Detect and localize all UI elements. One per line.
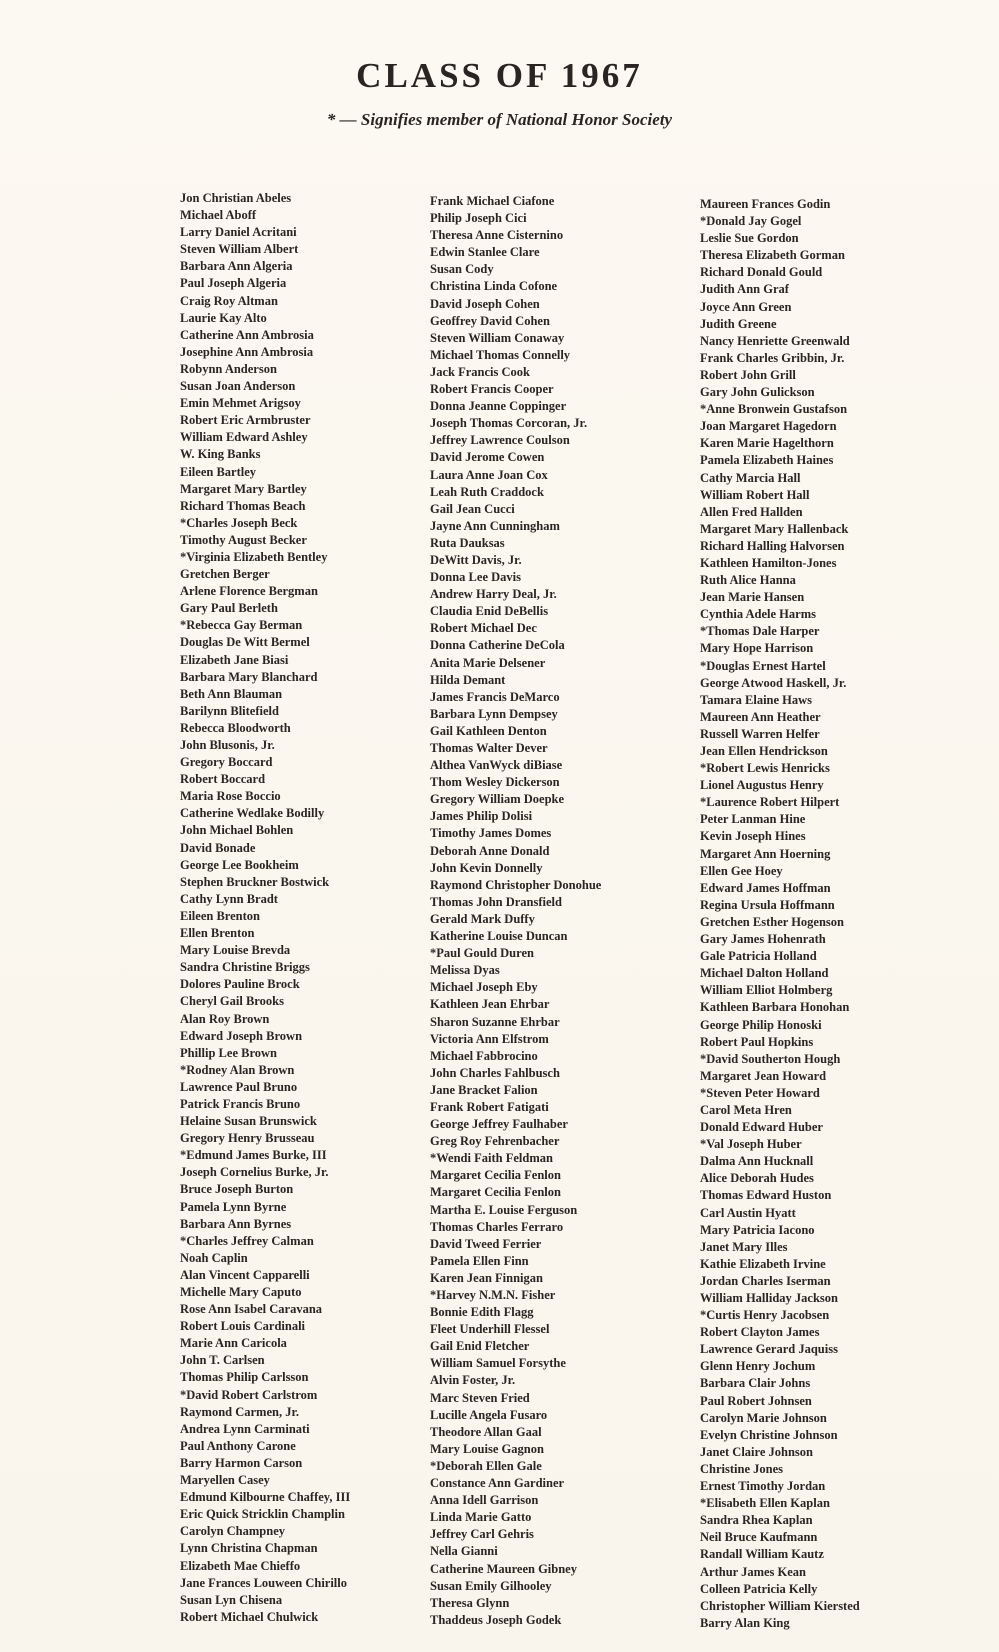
graduate-name: John T. Carlsen [180,1353,265,1368]
graduate-name: James Philip Dolisi [430,809,533,824]
graduate-name: Gail Enid Fletcher [430,1339,530,1354]
graduate-name: Sandra Christine Briggs [180,960,310,975]
graduate-name: Anita Marie Delsener [430,655,546,670]
graduate-name: Maria Rose Boccio [180,789,281,804]
graduate-name: Pamela Lynn Byrne [180,1199,287,1214]
graduate-name: Mary Hope Harrison [700,641,814,656]
graduate-name: Christopher William Kiersted [700,1598,860,1613]
graduate-name: Joan Margaret Hagedorn [700,419,837,434]
graduate-name: Jean Ellen Hendrickson [700,744,828,758]
graduate-name: *Robert Lewis Henricks [700,761,830,776]
graduate-name: Melissa Dyas [430,963,500,978]
graduate-name: Eileen Brenton [180,908,260,923]
graduate-name: Robert Clayton James [700,1325,820,1340]
graduate-name: Emin Mehmet Arigsoy [180,396,301,411]
graduate-name: Michael Fabbrocino [430,1048,538,1063]
graduate-name: Craig Roy Altman [180,293,278,308]
graduate-name: Robert Michael Dec [430,621,537,636]
graduate-name: *Virginia Elizabeth Bentley [180,549,328,564]
graduate-name: Donna Lee Davis [430,570,521,585]
graduate-name: Margaret Mary Hallenback [700,521,849,536]
graduate-name: Laurie Kay Alto [180,310,267,325]
graduate-name: Thomas Walter Dever [430,741,548,755]
graduate-name: Richard Halling Halvorsen [700,538,845,553]
graduate-name: Rebecca Bloodworth [180,720,291,735]
graduate-name: Andrea Lynn Carminati [180,1421,310,1436]
graduate-name: George Lee Bookheim [180,857,299,872]
graduate-name: Donald Edward Huber [700,1120,823,1135]
graduate-name: Evelyn Christine Johnson [700,1427,838,1442]
graduate-name: Katherine Louise Duncan [430,929,568,944]
graduate-name: Jean Marie Hansen [700,590,805,605]
graduate-name: *Donald Jay Gogel [700,214,802,229]
graduate-name: Carol Meta Hren [700,1102,792,1117]
graduate-name: Thomas Charles Ferraro [430,1219,564,1234]
graduate-name: Cheryl Gail Brooks [180,994,284,1009]
graduate-name: Jayne Ann Cunningham [430,518,560,533]
graduate-name: Jane Frances Louween Chirillo [180,1575,348,1590]
graduate-name: George Philip Honoski [700,1017,822,1032]
graduate-name: David Bonade [180,840,256,855]
graduate-name: *Thomas Dale Harper [700,624,820,639]
graduate-name: William Robert Hall [700,487,810,502]
graduate-name: Colleen Patricia Kelly [700,1581,818,1596]
graduate-name: Gail Kathleen Denton [430,723,547,738]
page-title: CLASS OF 1967 [356,56,643,95]
graduate-name: Robert Michael Chulwick [180,1609,319,1624]
graduate-name: Althea VanWyck diBiase [430,758,563,773]
graduate-name: Arlene Florence Bergman [180,584,318,599]
graduate-name: Maureen Frances Godin [700,197,831,211]
graduate-name: William Elliot Holmberg [700,983,833,998]
graduate-name: Susan Emily Gilhooley [430,1578,552,1593]
graduate-name: Donna Jeanne Coppinger [430,399,567,414]
graduate-name: Timothy James Domes [430,826,552,841]
graduate-name: *David Southerton Hough [700,1051,841,1066]
graduate-name: Lawrence Gerard Jaquiss [700,1342,838,1357]
graduate-name: Marc Steven Fried [430,1390,530,1405]
graduate-name: Greg Roy Fehrenbacher [430,1134,560,1149]
graduate-name: Gregory Henry Brusseau [180,1131,315,1146]
graduate-name: Thom Wesley Dickerson [430,775,560,790]
graduate-name: Eric Quick Stricklin Champlin [180,1507,345,1522]
graduate-name: Barbara Mary Blanchard [180,669,318,684]
graduate-name: Ruta Dauksas [430,535,505,550]
graduate-name: Anna Idell Garrison [430,1493,539,1508]
graduate-name: Michael Dalton Holland [700,966,829,981]
graduate-name: Tamara Elaine Haws [700,692,813,707]
graduate-name: Edward Joseph Brown [180,1028,303,1043]
graduate-name: Judith Greene [700,316,777,331]
graduate-name: Gerald Mark Duffy [430,911,535,926]
graduate-name: Constance Ann Gardiner [430,1476,565,1491]
graduate-name: Paul Anthony Carone [180,1438,296,1453]
graduate-name: Margaret Jean Howard [700,1068,827,1083]
graduate-name: Susan Joan Anderson [180,379,296,394]
graduate-name: Maryellen Casey [180,1473,270,1488]
honor-society-legend: * — Signifies member of National Honor Society [326,110,673,129]
graduate-name: Regina Ursula Hoffmann [700,897,835,912]
graduate-name: Margaret Ann Hoerning [700,846,831,861]
graduate-name: Pamela Ellen Finn [430,1253,529,1268]
graduate-name: *Rodney Alan Brown [180,1062,295,1077]
graduate-name: Cynthia Adele Harms [700,607,816,622]
graduate-name: *Wendi Faith Feldman [430,1151,553,1166]
graduate-name: Mary Patricia Iacono [700,1222,815,1237]
graduate-name: Bonnie Edith Flagg [430,1305,534,1320]
graduate-name: Nella Gianni [430,1544,498,1559]
graduate-name: George Atwood Haskell, Jr. [700,675,847,690]
graduate-name: Robert Louis Cardinali [180,1319,306,1334]
graduate-name: Mary Louise Brevda [180,943,291,958]
name-column-1 [180,190,350,1626]
graduate-name: Steven William Conaway [430,330,565,345]
graduate-name: William Edward Ashley [180,430,308,445]
graduate-name: Arthur James Kean [700,1564,807,1579]
graduate-name: Allen Fred Hallden [700,504,803,519]
graduate-name: Paul Joseph Algeria [180,276,287,291]
graduate-name: Jordan Charles Iserman [700,1273,831,1288]
graduate-name: David Joseph Cohen [430,296,540,311]
name-column-2 [430,193,601,1629]
graduate-name: Judith Ann Graf [700,282,789,297]
graduate-name: Marie Ann Caricola [180,1336,287,1351]
graduate-name: Carl Austin Hyatt [700,1205,796,1220]
graduate-name: Jack Francis Cook [430,364,530,379]
graduate-name: Ernest Timothy Jordan [700,1479,826,1494]
graduate-name: Robert Eric Armbruster [180,413,311,428]
graduate-name: Margaret Cecilia Fenlon [430,1168,561,1183]
graduate-name: James Francis DeMarco [430,689,560,704]
graduate-name: Gary John Gulickson [700,385,815,400]
graduate-name: Eileen Bartley [180,464,257,479]
graduate-name: *Paul Gould Duren [430,946,534,961]
graduate-name: Douglas De Witt Bermel [180,635,310,650]
graduate-name: Sandra Rhea Kaplan [700,1513,813,1528]
graduate-name: Linda Marie Gatto [430,1510,532,1525]
graduate-name: Jeffrey Lawrence Coulson [430,433,570,448]
graduate-name: Josephine Ann Ambrosia [180,344,314,359]
graduate-name: Lawrence Paul Bruno [180,1079,298,1094]
graduate-name: Frank Charles Gribbin, Jr. [700,350,845,365]
graduate-name: John Michael Bohlen [180,823,294,838]
graduate-name: Ellen Gee Hoey [700,863,783,878]
graduate-name: Andrew Harry Deal, Jr. [430,587,557,602]
graduate-name: Barbara Clair Johns [700,1376,811,1391]
graduate-name: Carolyn Champney [180,1524,285,1539]
graduate-name: Glenn Henry Jochum [700,1359,816,1374]
graduate-name: Kevin Joseph Hines [700,829,806,844]
graduate-name: Deborah Anne Donald [430,843,550,858]
graduate-name: Nancy Henriette Greenwald [700,333,850,348]
graduate-name: *Deborah Ellen Gale [430,1458,542,1473]
graduate-name: Gary James Hohenrath [700,932,826,947]
graduate-name: Joseph Cornelius Burke, Jr. [180,1165,329,1180]
graduate-name: John Kevin Donnelly [430,860,543,875]
graduate-name: Susan Lyn Chisena [180,1592,283,1607]
graduate-name: Timothy August Becker [180,532,307,547]
graduate-name: Catherine Ann Ambrosia [180,327,314,342]
graduate-name: Karen Marie Hagelthorn [700,436,834,451]
graduate-name: Barbara Ann Byrnes [180,1216,292,1231]
graduate-name: *Laurence Robert Hilpert [700,795,840,810]
graduate-name: Ruth Alice Hanna [700,573,796,588]
graduate-name: Dolores Pauline Brock [180,977,300,992]
graduate-name: Barilynn Blitefield [180,703,279,718]
graduate-name: Raymond Carmen, Jr. [180,1404,299,1419]
graduate-name: Kathie Elizabeth Irvine [700,1256,826,1271]
graduate-name: Elizabeth Mae Chieffo [180,1558,301,1573]
graduate-name: Bruce Joseph Burton [180,1182,294,1197]
graduate-name: Leah Ruth Craddock [430,484,544,499]
graduate-name: Geoffrey David Cohen [430,313,550,328]
graduate-name: Randall William Kautz [700,1547,824,1562]
graduate-name: Robert Francis Cooper [430,382,554,397]
graduate-name: Richard Thomas Beach [180,498,306,513]
graduate-name: Gail Jean Cucci [430,501,515,516]
graduate-name: Gretchen Berger [180,567,270,582]
graduate-name: Robert Paul Hopkins [700,1034,814,1049]
graduate-name: Edwin Stanlee Clare [430,245,540,260]
graduate-name: *Charles Jeffrey Calman [180,1233,314,1248]
graduate-name: Philip Joseph Cici [430,211,527,226]
graduate-name: George Jeffrey Faulhaber [430,1117,568,1132]
graduate-name: Kathleen Jean Ehrbar [430,997,550,1012]
graduate-name: Edward James Hoffman [700,880,831,895]
graduate-name: David Jerome Cowen [430,450,545,465]
graduate-name: Theresa Anne Cisternino [430,228,564,243]
graduate-name: *Rebecca Gay Berman [180,618,303,633]
graduate-name: Russell Warren Helfer [700,726,820,741]
graduate-name: David Tweed Ferrier [430,1236,542,1251]
graduate-name: Thaddeus Joseph Godek [430,1612,562,1627]
graduate-name: Carolyn Marie Johnson [700,1410,827,1425]
graduate-name: Karen Jean Finnigan [430,1270,543,1285]
graduate-name: Maureen Ann Heather [700,709,821,724]
graduate-name: Claudia Enid DeBellis [430,604,549,619]
graduate-name: John Blusonis, Jr. [180,738,275,752]
graduate-name: *Val Joseph Huber [700,1137,802,1152]
graduate-name: Edmund Kilbourne Chaffey, III [180,1490,351,1505]
graduate-name: Rose Ann Isabel Caravana [180,1302,323,1317]
graduate-name: Alvin Foster, Jr. [430,1373,516,1388]
graduate-name: Joseph Thomas Corcoran, Jr. [430,416,588,431]
graduate-name: Michael Joseph Eby [430,980,538,995]
graduate-name: Michael Thomas Connelly [430,347,571,362]
graduate-name: Cathy Lynn Bradt [180,891,278,906]
graduate-name: Jon Christian Abeles [180,191,292,205]
graduate-name: Joyce Ann Green [700,299,792,314]
graduate-name: Phillip Lee Brown [180,1045,278,1060]
graduate-name: Thomas John Dransfield [430,894,562,909]
graduate-name: Richard Donald Gould [700,265,823,280]
graduate-name: Frank Robert Fatigati [430,1099,549,1114]
graduate-name: Christina Linda Cofone [430,279,558,294]
graduate-name: *Harvey N.M.N. Fisher [430,1288,556,1302]
graduate-name: Lionel Augustus Henry [700,778,824,793]
graduate-name: Helaine Susan Brunswick [180,1114,317,1129]
graduate-name: Barbara Ann Algeria [180,259,293,274]
graduate-name: Laura Anne Joan Cox [430,467,548,482]
graduate-name: Robert John Grill [700,367,796,382]
graduate-name: Susan Cody [430,262,494,277]
graduate-name: Margaret Mary Bartley [180,481,307,496]
graduate-name: Ellen Brenton [180,926,255,941]
graduate-name: Gregory Boccard [180,755,273,770]
graduate-name: Alan Roy Brown [180,1011,270,1026]
graduate-name: Gale Patricia Holland [700,949,817,964]
graduate-name: *Elisabeth Ellen Kaplan [700,1496,830,1511]
graduate-name: Gretchen Esther Hogenson [700,914,844,929]
graduate-name: Noah Caplin [180,1250,248,1265]
graduate-name: Victoria Ann Elfstrom [430,1031,549,1046]
name-column-3 [700,196,860,1632]
graduate-name: Catherine Maureen Gibney [430,1561,577,1576]
graduate-name: *Steven Peter Howard [700,1085,820,1100]
graduate-name: *Charles Joseph Beck [180,515,298,530]
graduate-name: Michelle Mary Caputo [180,1285,302,1299]
graduate-name: Sharon Suzanne Ehrbar [430,1014,560,1029]
graduate-name: *Curtis Henry Jacobsen [700,1308,830,1323]
graduate-name: Patrick Francis Bruno [180,1096,301,1111]
graduate-name: Margaret Cecilia Fenlon [430,1185,561,1200]
graduate-name: *Anne Bronwein Gustafson [700,402,848,417]
graduate-name: Lynn Christina Chapman [180,1541,318,1556]
graduate-name: Theresa Elizabeth Gorman [700,248,845,263]
graduate-name: William Samuel Forsythe [430,1356,566,1371]
graduate-name: Alan Vincent Capparelli [180,1267,310,1282]
graduate-name: Frank Michael Ciafone [430,194,555,208]
graduate-name: Barry Harmon Carson [180,1455,303,1470]
graduate-name: Barry Alan King [700,1615,790,1630]
graduate-name: Mary Louise Gagnon [430,1441,544,1456]
graduate-name: Neil Bruce Kaufmann [700,1530,818,1545]
graduate-name: Janet Claire Johnson [700,1444,813,1459]
graduate-name: DeWitt Davis, Jr. [430,552,522,567]
graduate-name: Jane Bracket Falion [430,1082,538,1097]
graduate-name: Theresa Glynn [430,1595,510,1610]
graduate-name: Thomas Philip Carlsson [180,1370,309,1385]
graduate-name: Christine Jones [700,1461,783,1476]
graduate-name: Peter Lanman Hine [700,812,806,827]
graduate-name: Alice Deborah Hudes [700,1171,814,1186]
graduate-name: Robert Boccard [180,772,266,787]
graduate-name: *Edmund James Burke, III [180,1148,327,1163]
graduate-name: Raymond Christopher Donohue [430,877,602,892]
graduate-name: Leslie Sue Gordon [700,231,799,246]
graduate-name: Steven William Albert [180,242,299,257]
graduate-name: Theodore Allan Gaal [430,1424,542,1439]
graduate-name: Larry Daniel Acritani [180,225,297,240]
graduate-name: *David Robert Carlstrom [180,1387,318,1402]
graduate-name: Robynn Anderson [180,361,277,376]
graduate-name: Jeffrey Carl Gehris [430,1527,534,1542]
graduate-name: Janet Mary Illes [700,1239,788,1254]
graduate-name: Paul Robert Johnsen [700,1393,812,1408]
graduate-name: Thomas Edward Huston [700,1188,832,1203]
graduate-name: Stephen Bruckner Bostwick [180,874,330,889]
graduate-name: Gary Paul Berleth [180,601,278,616]
graduate-name: John Charles Fahlbusch [430,1065,560,1080]
graduate-name: Pamela Elizabeth Haines [700,453,834,468]
graduate-name: William Halliday Jackson [700,1291,838,1305]
graduate-name: W. King Banks [180,447,261,462]
graduate-name: Barbara Lynn Dempsey [430,706,558,721]
graduate-name: Donna Catherine DeCola [430,638,565,653]
graduate-name: Catherine Wedlake Bodilly [180,806,325,821]
graduate-name: Lucille Angela Fusaro [430,1407,548,1422]
graduate-name: Beth Ann Blauman [180,686,283,701]
graduate-name: Gregory William Doepke [430,792,565,807]
graduate-name: Kathleen Hamilton-Jones [700,555,837,570]
graduate-name: Fleet Underhill Flessel [430,1322,550,1337]
graduate-name: Dalma Ann Hucknall [700,1154,814,1169]
graduate-name: Elizabeth Jane Biasi [180,652,289,667]
graduate-name: Hilda Demant [430,672,506,687]
graduate-name: *Douglas Ernest Hartel [700,658,826,673]
graduate-name: Michael Aboff [180,208,257,223]
graduate-name: Martha E. Louise Ferguson [430,1202,578,1217]
graduate-name: Kathleen Barbara Honohan [700,1000,850,1015]
graduate-name: Cathy Marcia Hall [700,470,801,485]
